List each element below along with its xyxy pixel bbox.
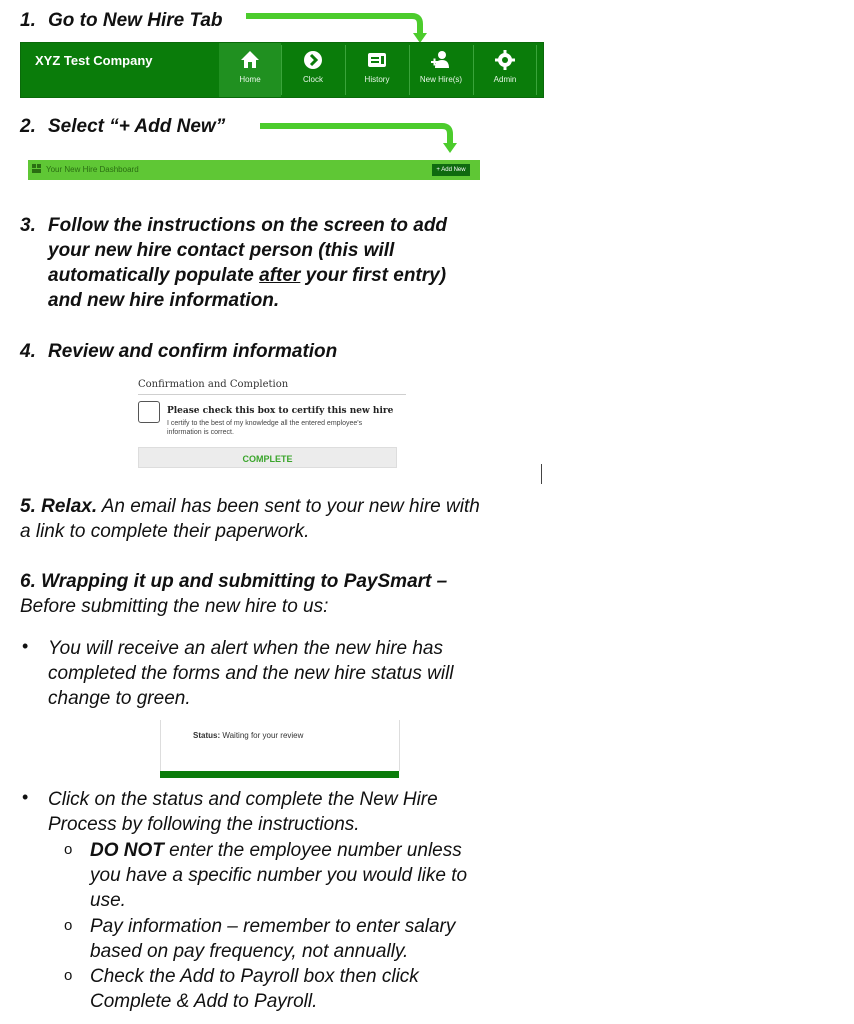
status-label: Status: <box>193 731 221 740</box>
sub-bullet-2-line-1: Pay information – remember to enter salary <box>90 916 456 937</box>
step-5 <box>20 494 480 544</box>
status-bar <box>160 771 399 778</box>
sub-bullet-1 <box>90 838 530 913</box>
nav-bar <box>20 42 544 98</box>
bullet-2-line-1: Click on the status and complete the New Hire <box>48 789 438 810</box>
step-4 <box>20 339 337 364</box>
arrow-icon <box>258 120 468 156</box>
sub-bullet-icon: o <box>64 917 73 934</box>
dashboard-title: Your New Hire Dashboard <box>46 165 139 174</box>
step-3-line-2: your new hire contact person (this will <box>48 240 395 261</box>
tab-history-label: History <box>364 75 390 84</box>
sub-bullet-2-line-2: based on pay frequency, not annually. <box>90 941 409 962</box>
tab-history[interactable] <box>346 43 408 97</box>
bullet-icon: • <box>22 636 29 656</box>
bullet-1-line-3: change to green. <box>48 688 191 709</box>
step-6 <box>20 569 447 619</box>
certify-checkbox[interactable] <box>138 401 160 423</box>
add-new-button[interactable]: + Add New <box>432 164 470 176</box>
step-3-line-3-pre: automatically populate <box>48 265 260 286</box>
step-5-line-2: a link to complete their paperwork. <box>20 521 310 542</box>
divider <box>138 394 406 395</box>
bullet-1-line-2: completed the forms and the new hire status will <box>48 663 454 684</box>
sub-bullet-3-line-1: Check the Add to Payroll box then click <box>90 966 419 987</box>
step-4-number: 4. <box>20 341 36 362</box>
status-card[interactable] <box>160 720 400 771</box>
certify-description: I certify to the best of my knowledge all the entered employee's information is correct. <box>167 420 363 436</box>
step-1-number: 1. <box>20 10 36 31</box>
sub-bullet-3 <box>90 964 530 1014</box>
step-3-number: 3. <box>20 215 36 236</box>
step-5-number: 5. <box>20 496 36 517</box>
sub-bullet-3-line-2: Complete & Add to Payroll. <box>90 991 318 1012</box>
tab-clock[interactable] <box>282 43 344 97</box>
step-3-line-3-post: your first entry) <box>300 265 447 286</box>
tab-home-label: Home <box>239 75 261 84</box>
dashboard-bar <box>28 160 480 180</box>
step-1 <box>20 8 223 33</box>
tab-clock-label: Clock <box>302 75 323 84</box>
bullet-1 <box>48 636 528 711</box>
step-6-number: 6. <box>20 571 36 592</box>
certify-label: Please check this box to certify this new hire <box>167 406 394 416</box>
bullet-2 <box>48 787 528 837</box>
step-3-line-4: and new hire information. <box>48 290 280 311</box>
tab-admin[interactable] <box>474 43 536 97</box>
text-cursor <box>541 464 542 484</box>
step-3 <box>20 213 447 313</box>
step-4-text: Review and confirm information <box>48 341 338 362</box>
bullet-2-line-2: Process by following the instructions. <box>48 814 360 835</box>
home-icon <box>239 49 261 71</box>
sub-bullet-1-rest: enter the employee number unless <box>163 840 462 861</box>
step-6-line-2: Before submitting the new hire to us: <box>20 596 329 617</box>
tab-home[interactable] <box>219 43 281 97</box>
step-2-number: 2. <box>20 116 36 137</box>
arrow-icon <box>244 10 434 46</box>
complete-button[interactable]: COMPLETE <box>138 447 397 468</box>
status-text <box>193 731 303 740</box>
bullet-1-line-1: You will receive an alert when the new hire has <box>48 638 444 659</box>
clock-icon <box>302 49 324 71</box>
sub-bullet-icon: o <box>64 967 73 984</box>
step-2-text: Select “+ Add New” <box>48 116 226 137</box>
sub-bullet-2 <box>90 914 530 964</box>
history-icon <box>366 49 388 71</box>
sub-bullet-1-line-2: you have a specific number you would like to <box>90 865 468 886</box>
sub-bullet-1-line-3: use. <box>90 890 126 911</box>
status-value: Waiting for your review <box>220 731 304 740</box>
tab-new-hires[interactable] <box>410 43 472 97</box>
sub-bullet-icon: o <box>64 841 73 858</box>
confirmation-title: Confirmation and Completion <box>138 379 289 390</box>
tab-new-hires-label: New Hire(s) <box>419 75 463 84</box>
bullet-icon: • <box>22 787 29 807</box>
tab-admin-label: Admin <box>493 75 517 84</box>
step-2 <box>20 114 225 139</box>
step-6-bold: Wrapping it up and submitting to PaySmart – <box>41 571 448 592</box>
step-5-rest: An email has been sent to your new hire with <box>97 496 480 517</box>
step-5-bold: Relax. <box>41 496 98 517</box>
gear-icon <box>494 49 516 71</box>
company-name: XYZ Test Company <box>35 53 153 68</box>
dashboard-icon <box>32 164 42 174</box>
new-hire-icon <box>430 49 452 71</box>
sub-bullet-1-bold: DO NOT <box>90 840 164 861</box>
step-3-line-1: Follow the instructions on the screen to add <box>48 215 448 236</box>
step-1-text: Go to New Hire Tab <box>48 10 223 31</box>
step-3-emphasis: after <box>259 265 301 286</box>
